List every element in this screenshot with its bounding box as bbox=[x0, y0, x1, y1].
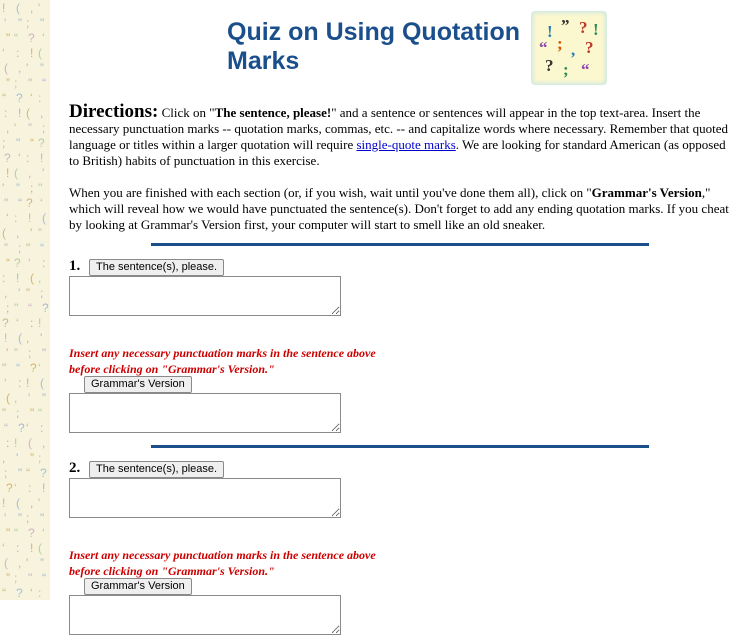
decorative-punctuation-mark: " bbox=[6, 31, 11, 45]
decorative-punctuation-mark: ” bbox=[18, 16, 22, 30]
decorative-punctuation-mark: ' bbox=[14, 121, 17, 135]
decorative-punctuation-mark: ( bbox=[26, 106, 30, 120]
decorative-punctuation-mark: ( bbox=[28, 436, 32, 450]
grammars-version-button[interactable]: Grammar's Version bbox=[84, 376, 192, 393]
decorative-punctuation-mark: “ bbox=[2, 586, 6, 600]
decorative-punctuation-mark: ' bbox=[28, 391, 31, 405]
decorative-punctuation-mark: ‘ bbox=[18, 151, 21, 165]
decorative-punctuation-mark: ” bbox=[4, 241, 8, 255]
decorative-punctuation-mark: ? bbox=[18, 421, 25, 435]
decorative-punctuation-mark: “ bbox=[42, 76, 46, 90]
decorative-punctuation-mark: " bbox=[16, 136, 21, 150]
decorative-punctuation-mark: ( bbox=[4, 61, 8, 75]
decorative-punctuation-mark: ? bbox=[16, 586, 23, 600]
decorative-punctuation-mark: ? bbox=[30, 361, 37, 375]
decorative-punctuation-mark: " bbox=[28, 76, 33, 90]
instruction-line2: before clicking on "Grammar's Version." bbox=[69, 564, 275, 578]
decorative-punctuation-strip bbox=[0, 0, 50, 600]
decorative-punctuation-mark: ( bbox=[16, 1, 20, 15]
decorative-punctuation-mark: ‘ bbox=[6, 211, 9, 225]
decorative-punctuation-mark: ? bbox=[14, 256, 21, 270]
decorative-punctuation-mark: ; bbox=[26, 16, 30, 30]
decorative-punctuation-mark: ' bbox=[18, 286, 21, 300]
decorative-punctuation-mark: ? bbox=[28, 526, 35, 540]
decorative-punctuation-mark: ; bbox=[14, 76, 18, 90]
decorative-punctuation-mark: ; bbox=[2, 136, 6, 150]
decorative-punctuation-mark: : bbox=[16, 46, 20, 60]
logo-glyph: “ bbox=[539, 38, 548, 57]
decorative-punctuation-mark: ‘ bbox=[28, 256, 31, 270]
decorative-punctuation-mark: ' bbox=[30, 226, 33, 240]
decorative-punctuation-mark: " bbox=[30, 406, 35, 420]
decorative-punctuation-mark: ; bbox=[38, 451, 42, 465]
logo-glyph: ; bbox=[557, 34, 563, 53]
decorative-punctuation-mark: ( bbox=[16, 496, 20, 510]
decorative-punctuation-mark: ? bbox=[42, 301, 49, 315]
decorative-punctuation-mark: “ bbox=[6, 256, 10, 270]
sentence-button[interactable]: The sentence(s), please. bbox=[89, 461, 224, 478]
decorative-punctuation-mark: : bbox=[2, 271, 6, 285]
decorative-punctuation-mark: : bbox=[16, 541, 20, 555]
decorative-punctuation-mark: “ bbox=[2, 91, 6, 105]
decorative-punctuation-mark: , bbox=[6, 121, 10, 135]
decorative-punctuation-mark: , bbox=[2, 451, 6, 465]
decorative-punctuation-mark: ( bbox=[40, 376, 44, 390]
decorative-punctuation-mark: : bbox=[28, 481, 32, 495]
decorative-punctuation-mark: “ bbox=[42, 571, 46, 585]
decorative-punctuation-mark: ” bbox=[42, 391, 46, 405]
answer-textarea[interactable] bbox=[69, 478, 341, 518]
decorative-punctuation-mark: ” bbox=[16, 181, 20, 195]
decorative-punctuation-mark: , bbox=[30, 496, 34, 510]
decorative-punctuation-mark: “ bbox=[18, 196, 22, 210]
decorative-punctuation-mark: , bbox=[38, 271, 42, 285]
decorative-punctuation-mark: ” bbox=[18, 511, 22, 525]
decorative-punctuation-mark: ( bbox=[38, 46, 42, 60]
decorative-punctuation-mark: “ bbox=[26, 466, 30, 480]
decorative-punctuation-mark: ! bbox=[40, 151, 44, 165]
decorative-punctuation-mark: ; bbox=[16, 406, 20, 420]
grammar-version-textarea[interactable] bbox=[69, 393, 341, 433]
decorative-punctuation-mark: ' bbox=[16, 451, 19, 465]
decorative-punctuation-mark: ” bbox=[14, 346, 18, 360]
logo-glyph: ” bbox=[561, 16, 570, 35]
decorative-punctuation-mark: ' bbox=[26, 556, 29, 570]
decorative-punctuation-mark: ? bbox=[16, 91, 23, 105]
decorative-punctuation-mark: : bbox=[4, 106, 8, 120]
decorative-punctuation-mark: ' bbox=[6, 346, 9, 360]
decorative-punctuation-mark: ' bbox=[26, 61, 29, 75]
instructions-text-b: ," which will reveal how we would have punctuated the sentence(s). Don't forget to add any ending quotation marks. If you cheat by looking at Grammar's Version first, your computer will start to smell like an old sneaker. bbox=[69, 185, 729, 232]
decorative-punctuation-mark: ; bbox=[40, 286, 44, 300]
decorative-punctuation-mark: : bbox=[42, 256, 46, 270]
page-title-line1: Quiz on Using Quotation bbox=[227, 18, 521, 46]
decorative-punctuation-mark: ? bbox=[6, 481, 13, 495]
decorative-punctuation-mark: ‘ bbox=[2, 46, 5, 60]
instruction-line1: Insert any necessary punctuation marks in the sentence above bbox=[69, 346, 376, 360]
decorative-punctuation-mark: " bbox=[26, 241, 31, 255]
decorative-punctuation-mark: " bbox=[2, 361, 7, 375]
decorative-punctuation-mark: , bbox=[18, 556, 22, 570]
decorative-punctuation-mark: “ bbox=[30, 136, 34, 150]
directions-text-b: " and a sentence or sentences will appear in the top text-area. Insert the necessary punctuation marks -- quotation marks, commas, etc. -- and capitalize words where necessary. Remember that quoted language or titles within a larger quotation will require bbox=[69, 105, 729, 152]
decorative-punctuation-mark: " bbox=[18, 466, 23, 480]
sentence-button[interactable]: The sentence(s), please. bbox=[89, 259, 224, 276]
decorative-punctuation-mark: ” bbox=[2, 406, 6, 420]
directions-text-c: . We are looking for standard American (as opposed to British) habits of punctuation in this exercise. bbox=[69, 137, 726, 168]
decorative-punctuation-mark: , bbox=[4, 286, 8, 300]
punctuation-instruction bbox=[69, 345, 429, 377]
decorative-punctuation-mark: , bbox=[18, 61, 22, 75]
decorative-punctuation-mark: ( bbox=[2, 226, 6, 240]
decorative-punctuation-mark: ” bbox=[26, 286, 30, 300]
page-title bbox=[227, 18, 527, 76]
instruction-line2: before clicking on "Grammar's Version." bbox=[69, 362, 275, 376]
decorative-punctuation-mark: " bbox=[6, 526, 11, 540]
logo-glyph: ; bbox=[563, 60, 569, 79]
decorative-punctuation-mark: , bbox=[40, 106, 44, 120]
decorative-punctuation-mark: ! bbox=[42, 481, 46, 495]
decorative-punctuation-mark: “ bbox=[28, 301, 32, 315]
logo-glyph: “ bbox=[581, 60, 590, 79]
decorative-punctuation-mark: ? bbox=[4, 151, 11, 165]
decorative-punctuation-mark: , bbox=[14, 391, 18, 405]
decorative-punctuation-mark: ' bbox=[40, 331, 43, 345]
decorative-punctuation-mark: , bbox=[42, 436, 46, 450]
punctuation-instruction bbox=[69, 547, 429, 579]
decorative-punctuation-mark: ! bbox=[14, 436, 18, 450]
decorative-punctuation-mark: ; bbox=[42, 121, 46, 135]
instruction-line1: Insert any necessary punctuation marks in the sentence above bbox=[69, 548, 376, 562]
decorative-punctuation-mark: ; bbox=[14, 571, 18, 585]
decorative-punctuation-mark: “ bbox=[16, 361, 20, 375]
section-divider bbox=[151, 243, 649, 246]
decorative-punctuation-mark: : bbox=[18, 376, 22, 390]
decorative-punctuation-mark: ! bbox=[2, 1, 6, 15]
decorative-punctuation-mark: ( bbox=[6, 391, 10, 405]
decorative-punctuation-mark: “ bbox=[4, 421, 8, 435]
decorative-punctuation-mark: ? bbox=[26, 196, 33, 210]
decorative-punctuation-mark: : bbox=[26, 151, 30, 165]
decorative-punctuation-mark: ‘ bbox=[40, 196, 43, 210]
decorative-punctuation-mark: ! bbox=[30, 46, 34, 60]
decorative-punctuation-mark: : bbox=[38, 586, 42, 600]
decorative-punctuation-mark: " bbox=[38, 181, 43, 195]
decorative-punctuation-mark: " bbox=[42, 346, 47, 360]
logo-glyph: ? bbox=[545, 56, 554, 75]
decorative-punctuation-mark: “ bbox=[38, 406, 42, 420]
decorative-punctuation-mark: ( bbox=[14, 166, 18, 180]
decorative-punctuation-mark: ! bbox=[30, 541, 34, 555]
decorative-punctuation-mark: ‘ bbox=[14, 481, 17, 495]
decorative-punctuation-mark: ; bbox=[28, 346, 32, 360]
decorative-punctuation-mark: ” bbox=[30, 451, 34, 465]
directions-text-a: Click on " bbox=[158, 105, 215, 120]
directions-paragraph bbox=[69, 101, 731, 169]
decorative-punctuation-mark: , bbox=[26, 331, 30, 345]
answer-textarea[interactable] bbox=[69, 276, 341, 316]
page-title-line2: Marks bbox=[227, 47, 300, 75]
grammars-version-button[interactable]: Grammar's Version bbox=[84, 578, 192, 595]
decorative-punctuation-mark: ‘ bbox=[26, 421, 29, 435]
decorative-punctuation-mark: ' bbox=[4, 16, 7, 30]
decorative-punctuation-mark: : bbox=[40, 421, 44, 435]
decorative-punctuation-mark: ; bbox=[26, 511, 30, 525]
directions-heading: Directions: bbox=[69, 101, 159, 122]
decorative-punctuation-mark: ( bbox=[42, 211, 46, 225]
decorative-punctuation-mark: “ bbox=[14, 526, 18, 540]
decorative-punctuation-mark: ” bbox=[40, 556, 44, 570]
decorative-punctuation-mark: ; bbox=[4, 466, 8, 480]
decorative-punctuation-mark: , bbox=[16, 226, 20, 240]
decorative-punctuation-mark: “ bbox=[14, 31, 18, 45]
decorative-punctuation-mark: " bbox=[28, 571, 33, 585]
decorative-punctuation-mark: ? bbox=[40, 466, 47, 480]
decorative-punctuation-mark: ( bbox=[38, 541, 42, 555]
instructions-text-a: When you are finished with each section (or, if you wish, wait until you've done them all), click on " bbox=[69, 185, 592, 200]
question-number: 2. bbox=[69, 460, 81, 476]
section-divider bbox=[151, 445, 649, 448]
question-number: 1. bbox=[69, 258, 81, 274]
decorative-punctuation-mark: ‘ bbox=[30, 586, 33, 600]
decorative-punctuation-mark: ! bbox=[38, 316, 42, 330]
decorative-punctuation-mark: " bbox=[14, 301, 19, 315]
instructions-grammar-bold: Grammar's Version bbox=[591, 185, 702, 200]
grammar-version-textarea[interactable] bbox=[69, 595, 341, 635]
logo-glyph: ! bbox=[547, 22, 553, 41]
decorative-punctuation-mark: ; bbox=[30, 181, 34, 195]
decorative-punctuation-mark: ” bbox=[40, 61, 44, 75]
decorative-punctuation-mark: ' bbox=[4, 511, 7, 525]
decorative-punctuation-mark: , bbox=[30, 1, 34, 15]
decorative-punctuation-mark: ” bbox=[28, 121, 32, 135]
decorative-punctuation-mark: ; bbox=[18, 241, 22, 255]
decorative-punctuation-mark: ‘ bbox=[42, 526, 45, 540]
decorative-punctuation-mark: : bbox=[38, 91, 42, 105]
decorative-punctuation-mark: “ bbox=[40, 241, 44, 255]
decorative-punctuation-mark: : bbox=[14, 211, 18, 225]
decorative-punctuation-mark: ' bbox=[38, 496, 41, 510]
decorative-punctuation-mark: ” bbox=[6, 76, 10, 90]
decorative-punctuation-mark: ' bbox=[42, 166, 45, 180]
logo-glyph: , bbox=[571, 40, 576, 59]
decorative-punctuation-mark: ‘ bbox=[42, 31, 45, 45]
logo-glyph: ! bbox=[593, 20, 599, 39]
decorative-punctuation-mark: ! bbox=[6, 166, 10, 180]
decorative-punctuation-mark: ‘ bbox=[16, 316, 19, 330]
decorative-punctuation-mark: ( bbox=[4, 556, 8, 570]
decorative-punctuation-mark: : bbox=[6, 436, 10, 450]
instructions-paragraph bbox=[69, 185, 731, 233]
decorative-punctuation-mark: ' bbox=[2, 181, 5, 195]
decorative-punctuation-mark: ; bbox=[6, 301, 10, 315]
decorative-punctuation-mark: ? bbox=[38, 136, 45, 150]
decorative-punctuation-mark: ( bbox=[18, 331, 22, 345]
decorative-punctuation-mark: ! bbox=[18, 106, 22, 120]
decorative-punctuation-mark: ! bbox=[28, 211, 32, 225]
directions-sentence-bold: The sentence, please! bbox=[214, 105, 332, 120]
decorative-punctuation-mark: " bbox=[40, 16, 45, 30]
punctuation-marks-icon bbox=[531, 11, 607, 85]
decorative-punctuation-mark: ' bbox=[38, 1, 41, 15]
decorative-punctuation-mark: ? bbox=[28, 31, 35, 45]
decorative-punctuation-mark: ? bbox=[2, 316, 9, 330]
decorative-punctuation-mark: " bbox=[40, 511, 45, 525]
decorative-punctuation-mark: ! bbox=[2, 496, 6, 510]
decorative-punctuation-mark: ” bbox=[6, 571, 10, 585]
single-quote-marks-link[interactable]: single-quote marks bbox=[356, 137, 456, 152]
decorative-punctuation-mark: " bbox=[4, 196, 9, 210]
decorative-punctuation-mark: ! bbox=[4, 331, 8, 345]
decorative-punctuation-mark: ‘ bbox=[30, 91, 33, 105]
decorative-punctuation-mark: : bbox=[30, 316, 34, 330]
decorative-punctuation-mark: ” bbox=[38, 226, 42, 240]
decorative-punctuation-mark: , bbox=[28, 166, 32, 180]
decorative-punctuation-mark: ! bbox=[26, 376, 30, 390]
decorative-punctuation-mark: ‘ bbox=[38, 361, 41, 375]
decorative-punctuation-mark: ‘ bbox=[2, 541, 5, 555]
logo-glyph: ? bbox=[585, 38, 594, 57]
logo-glyph: ? bbox=[579, 18, 588, 37]
decorative-punctuation-mark: ( bbox=[30, 271, 34, 285]
decorative-punctuation-mark: ‘ bbox=[4, 376, 7, 390]
decorative-punctuation-mark: ! bbox=[16, 271, 20, 285]
